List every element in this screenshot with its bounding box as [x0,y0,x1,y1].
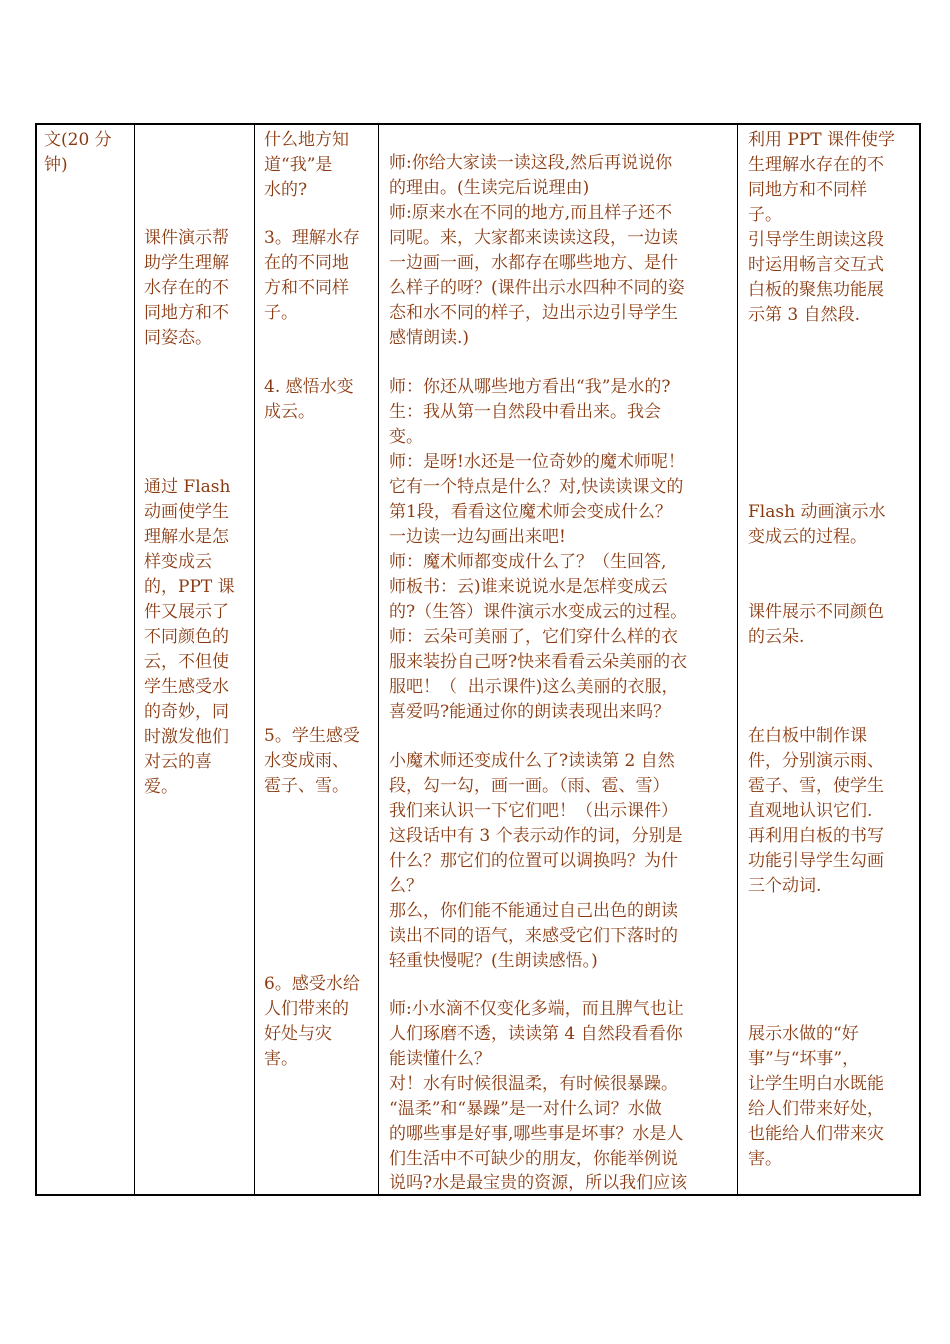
col4-line: 么样子的呀？(课件出示水四种不同的姿 [389,278,685,298]
col5-line: 生理解水存在的不 [748,155,884,175]
col2-line: 动画使学生 [144,502,229,522]
col3-line: 水变成雨、 [264,751,349,771]
col5-line: 功能引导学生勾画 [748,851,884,871]
col3-line: 好处与灾 [264,1024,332,1044]
col4-line: 对！水有时候很温柔，有时候很暴躁。 [389,1074,678,1094]
table-border-left [35,123,37,1196]
col3-line: 人们带来的 [264,999,349,1019]
col5-line: 直观地认识它们. [748,801,873,821]
col4-line: 第1段，看看这位魔术师会变成什么？ [389,502,672,522]
col2-line: 同姿态。 [144,328,212,348]
col3-line: 3。理解水存 [264,228,360,248]
col4-line: 感情朗读.) [389,328,470,348]
col2-line: 课件演示帮 [144,228,229,248]
col2-line: 云，不但使 [144,652,229,672]
col4-line: 师:小水滴不仅变化多端，而且脾气也让 [389,999,684,1019]
col5-line: 引导学生朗读这段 [748,230,884,250]
col4-line: “温柔”和“暴躁”是一对什么词？水做 [389,1099,662,1119]
col2-line: 理解水是怎 [144,527,229,547]
col3-line: 5。学生感受 [264,726,360,746]
col5-line: Flash 动画演示水 [748,502,886,522]
col4-line: 服来装扮自己呀?快来看看云朵美丽的衣 [389,652,688,672]
col4-line: 变。 [389,427,423,447]
col4-line: 喜爱吗?能通过你的朗读表现出来吗？ [389,702,671,722]
table-divider-4 [737,123,738,1196]
col2-line: 样变成云 [144,552,212,572]
col5-line: 时运用畅言交互式 [748,255,884,275]
col1-line: 钟) [44,155,68,175]
col3-line: 成云。 [264,402,315,422]
col5-line: 子。 [748,205,782,225]
col5-line: 示第 3 自然段. [748,305,861,325]
col5-line: 白板的聚焦功能展 [748,280,884,300]
col2-line: 不同颜色的 [144,627,229,647]
col2-line: 的，PPT 课 [144,577,235,597]
col3-line: 雹子、雪。 [264,776,349,796]
col4-line: 服吧！（ 出示课件)这么美丽的衣服， [389,677,679,697]
col4-line: 的哪些事是好事,哪些事是坏事？水是人 [389,1124,684,1144]
table-divider-2 [254,123,255,1196]
col2-line: 同地方和不 [144,303,229,323]
col3-line: 道“我”是 [264,155,333,175]
col5-line: 雹子、雪，使学生 [748,776,884,796]
col4-line: 师：你还从哪些地方看出“我”是水的? [389,377,671,397]
col4-line: 读出不同的语气，来感受它们下落时的 [389,926,678,946]
col4-line: 同呢。来，大家都来读读这段，一边读 [389,228,678,248]
table-divider-3 [378,123,379,1196]
col4-line: 什么？那它们的位置可以调换吗？为什 [389,851,678,871]
col4-line: 师:你给大家读一读这段,然后再说说你 [389,153,673,173]
col4-line: 的?（生答）课件演示水变成云的过程。 [389,602,688,622]
col3-line: 6。感受水给 [264,974,360,994]
col2-line: 水存在的不 [144,278,229,298]
col2-line: 学生感受水 [144,677,229,697]
col5-line: 在白板中制作课 [748,726,867,746]
col2-line: 时激发他们 [144,727,229,747]
table-border-right [919,123,921,1196]
col2-line: 对云的喜 [144,752,212,772]
col5-line: 三个动词. [748,876,822,896]
col4-line: 师:原来水在不同的地方,而且样子还不 [389,203,673,223]
col3-line: 水的? [264,180,308,200]
col5-line: 再利用白板的书写 [748,826,884,846]
col4-line: 这段话中有 3 个表示动作的词，分别是 [389,826,683,846]
col4-line: 一边画一画，水都存在哪些地方、是什 [389,253,678,273]
col4-line: 小魔术师还变成什么了?读读第 2 自然 [389,751,675,771]
col2-line: 助学生理解 [144,253,229,273]
col5-line: 事”与“坏事”， [748,1049,860,1069]
col4-line: 人们琢磨不透，读读第 4 自然段看看你 [389,1024,683,1044]
col4-line: 能读懂什么？ [389,1049,491,1069]
col4-line: 生：我从第一自然段中看出来。我会 [389,402,661,422]
col4-line: 一边读一边勾画出来吧! [389,527,566,547]
col4-line: 么？ [389,876,423,896]
col1-line: 文(20 分 [44,130,112,150]
col5-line: 同地方和不同样 [748,180,867,200]
col4-line: 们生活中不可缺少的朋友，你能举例说 [389,1149,678,1169]
col4-line: 的理由。(生读完后说理由) [389,178,590,198]
col5-line: 让学生明白水既能 [748,1074,884,1094]
col4-line: 说吗?水是最宝贵的资源，所以我们应该 [389,1173,688,1193]
col4-line: 轻重快慢呢？(生朗读感悟。) [389,951,598,971]
col3-line: 子。 [264,303,298,323]
col4-line: 它有一个特点是什么？对,快读读课文的 [389,477,684,497]
table-border-top [35,123,921,125]
col4-line: 师板书：云)谁来说说水是怎样变成云 [389,577,668,597]
col5-line: 课件展示不同颜色 [748,602,884,622]
col2-line: 爱。 [144,777,178,797]
col2-line: 的奇妙，同 [144,702,229,722]
col2-line: 通过 Flash [144,477,231,497]
col3-line: 害。 [264,1049,298,1069]
col5-line: 变成云的过程。 [748,527,867,547]
col5-line: 件，分别演示雨、 [748,751,884,771]
col3-line: 什么地方知 [264,130,349,150]
col2-line: 件又展示了 [144,602,229,622]
col5-line: 给人们带来好处， [748,1099,884,1119]
col4-line: 师：魔术师都变成什么了？（生回答, [389,552,667,572]
col3-line: 在的不同地 [264,253,349,273]
col4-line: 段，勾一勾，画一画。（雨、雹、雪） [389,776,670,796]
col5-line: 也能给人们带来灾 [748,1124,884,1144]
col3-line: 方和不同样 [264,278,349,298]
col5-line: 利用 PPT 课件使学 [748,130,896,150]
col4-line: 师：是呀!水还是一位奇妙的魔术师呢！ [389,452,685,472]
col5-line: 害。 [748,1149,782,1169]
table-divider-1 [134,123,135,1196]
col4-line: 那么，你们能不能通过自己出色的朗读 [389,901,678,921]
col4-line: 态和水不同的样子，边出示边引导学生 [389,303,678,323]
col5-line: 展示水做的“好 [748,1024,859,1044]
col4-line: 我们来认识一下它们吧！（出示课件） [389,801,678,821]
col5-line: 的云朵. [748,627,805,647]
col3-line: 4. 感悟水变 [264,377,354,397]
col4-line: 师：云朵可美丽了，它们穿什么样的衣 [389,627,678,647]
